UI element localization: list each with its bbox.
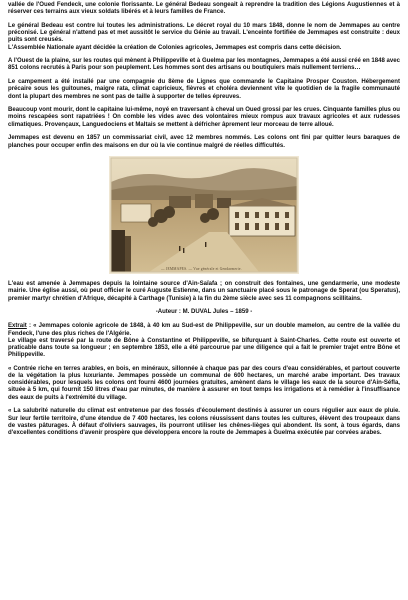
paragraph-1: vallée de l'Oued Fendeck, une colonie florissante. Le général Bedeau songeait à reprendre la tradition des Légions Augustiennes et à réserver ces terrains aux vieux soldats libérés et à leurs familles de France. — [8, 2, 400, 16]
historic-photo — [109, 156, 299, 274]
extract-text: : « Jemmapes colonie agricole de 1848, à 40 km au Sud-est de Philippeville, sur un double mamelon, au centre de la vallée du Fendeck, l'une des plus riches de l'Algérie. Le village est traversé par la route de Bône à Constantine et Philippeville, se bifurquant à Saint-Charles. Cette route est ouverte et praticable dans toute sa longueur ; en septembre 1853, elle a été parcourue par une diligence qui a fait le premier trajet entre Bône et Philippeville. — [8, 323, 400, 359]
paragraph-5: Beaucoup vont mourir, dont le capitaine lui-même, noyé en traversant à cheval un Oued grossi par les crues. Cinquante familles plus ou moins rescapées sont rapatriées ! On comble les vides avec des volontaires mieux rompus aux travaux agricoles et aux rudesses climatiques. Provençaux, Languedociens et Maltais se mettent à défricher âprement leur morceau de terre alloué. — [8, 107, 400, 128]
extract-paragraph — [8, 323, 400, 359]
author-line: -Auteur : M. DUVAL Jules – 1859 - — [155, 309, 253, 316]
paragraph-3: A l'Ouest de la plaine, sur les routes qui mènent à Philippeville et à Guelma par les montagnes, Jemmapes a été aussi créé en 1848 avec 851 colons recrutés à Paris pour son peuplement. Les hommes sont des artisans ou boutiquiers mais nullement terriens… — [8, 58, 400, 72]
quote-paragraph-1: « Contrée riche en terres arables, en bois, en minéraux, sillonnée à chaque pas par des cours d'eau considérables, et partout couverte de la végétation la plus luxuriante. Jemmapes possède un communal de 600 hectares, un marché arabe important. Des travaux considérables, pour lesquels les colons ont fourni 4600 journées gratuites, amènent dans le village les eaux de la source d'Ain-Séfla, située à 5 km, qui fournit 150 litres d'eau par minutes, de manière à assurer en tout temps les irrigations et à remédier à l'insuffisance des eaux de puits à l'extrémité du village. — [8, 365, 400, 401]
paragraph-4: Le campement a été installé par une compagnie du 8ème de Lignes que commande le Capitaine Prosper Couston. Hébergement précaire sous les guitounes, maigre rata, climat capricieux, fièvres et choléra deviennent vite le quotidien de la fragile communauté dont la plupart des membres ne sont pas de taille à supporter de telles épreuves. — [8, 79, 400, 100]
town-view-image — [109, 156, 299, 274]
paragraph-2: Le général Bedeau est contre lui toutes les administrations. Le décret royal du 10 mars 1848, donne le nom de Jemmapes au centre préconisé. Le général n'attend pas et met aussitôt le service du Génie au travail. L'enceinte fortifiée de Jemmapes est construite : deux puits sont creusés. L'Assemblée Nationale ayant décidée la création de Colonies agricoles, Jemmapes est compris dans cette décision. — [8, 22, 400, 51]
document-page — [8, 2, 400, 444]
extract-label: Extrait — [8, 323, 27, 330]
paragraph-after-photo: L'eau est amenée à Jemmapes depuis la lointaine source d'Ain-Saïafa ; on construit des fontaines, une gendarmerie, une modeste mairie. Une église aussi, où peut officier le curé Auguste Estienne, dans un sanctuaire placé sous le patronage de Sperat (ou Speratus), premier martyr chrétien d'Afrique, décapité à Carthage (Tunisie) à la fin du 2ème siècle avec ses 11 compagnons scillitains. — [8, 281, 400, 302]
paragraph-6: Jemmapes est devenu en 1857 un commissariat civil, avec 12 membres nommés. Les colons ont fini par quitter leurs baraques de planches pour occuper enfin des maisons en dur où la vie continue malgré de réelles difficultés. — [8, 135, 400, 149]
quote-paragraph-2: « La salubrité naturelle du climat est entretenue par des fossés d'écoulement destinés à assurer un cours régulier aux eaux de pluie. Sur leur fertile territoire, d'une étendue de 7 400 hectares, les colons réussissent dans toutes les cultures, élèvent des troupeaux dans de vastes pâturages. À défaut d'oliviers sauvages, ils pourront utiliser les chênes-lièges qui abondent. Ils sont, à tous égards, dans d'excellentes conditions d'avenir prospère que développera encore la route de Jemmapes à Guelma exécutée par corvées arabes. — [8, 408, 400, 436]
photo-caption: — JEMMAPES. — Vue générale et Gendarmerie. — [161, 267, 242, 272]
